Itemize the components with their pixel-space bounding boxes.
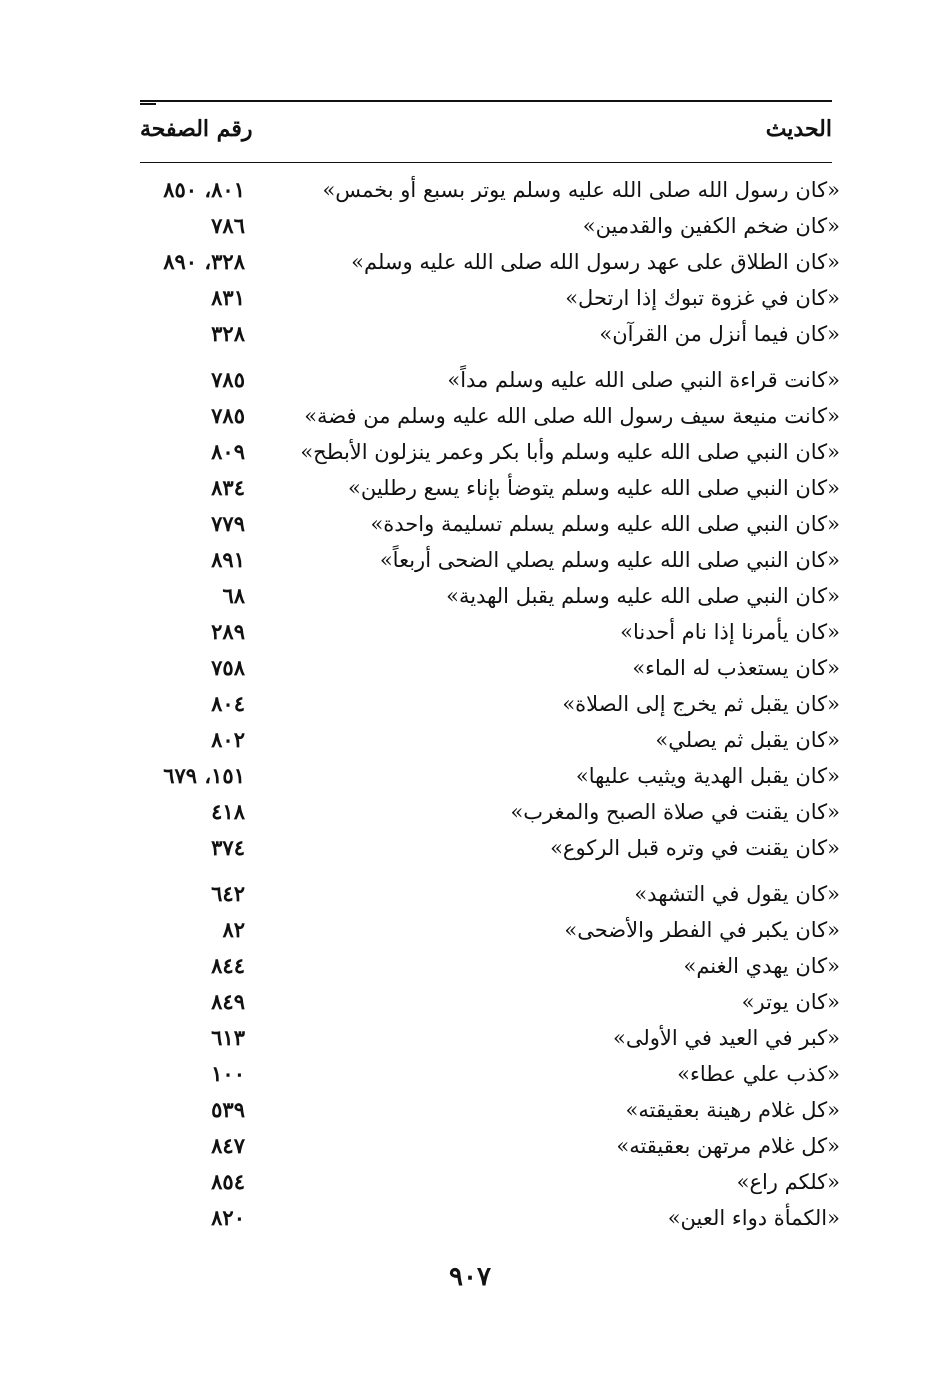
page-references: ٨٤٩ xyxy=(211,989,245,1014)
page-references: ١٥١، ٦٧٩ xyxy=(163,763,245,788)
index-entry xyxy=(140,1094,840,1128)
index-entry xyxy=(140,282,840,316)
hadith-text: «كان يهدي الغنم» xyxy=(683,954,840,978)
hadith-text: «كان الطلاق على عهد رسول الله صلى الله عليه وسلم» xyxy=(351,250,840,274)
hadith-text: «كان يستعذب له الماء» xyxy=(632,656,840,680)
page-number: ٩٠٧ xyxy=(449,1262,491,1292)
page-references: ٢٨٩ xyxy=(211,619,245,644)
index-entry xyxy=(140,616,840,650)
index-entry xyxy=(140,950,840,984)
page-references: ٦٤٢ xyxy=(211,881,245,906)
hadith-text: «كان يقبل ثم يخرج إلى الصلاة» xyxy=(562,692,840,716)
hadith-text: «كان ضخم الكفين والقدمين» xyxy=(582,214,840,238)
top-rule-tick xyxy=(140,103,156,105)
index-entry xyxy=(140,1202,840,1236)
page-references: ٤١٨ xyxy=(211,799,245,824)
hadith-text: «كل غلام رهينة بعقيقته» xyxy=(625,1098,840,1122)
table-header xyxy=(140,112,832,152)
top-rule xyxy=(140,100,832,102)
index-entry xyxy=(140,246,840,280)
hadith-text: «كان يقنت في وتره قبل الركوع» xyxy=(550,836,840,860)
index-entry xyxy=(140,1130,840,1164)
hadith-text: «كبر في العيد في الأولى» xyxy=(613,1026,840,1050)
hadith-text: «كلكم راع» xyxy=(736,1170,840,1194)
header-rule xyxy=(140,162,832,163)
hadith-text: «كان يقبل ثم يصلي» xyxy=(655,728,840,752)
page-references: ٧٨٥ xyxy=(211,367,245,392)
page-references: ٨٠٩ xyxy=(211,439,245,464)
hadith-text: «الكمأة دواء العين» xyxy=(667,1206,840,1230)
page-references: ٨٥٤ xyxy=(211,1169,245,1194)
page-references: ٣٢٨، ٨٩٠ xyxy=(163,249,245,274)
page-references: ٦١٣ xyxy=(211,1025,245,1050)
hadith-text: «كان يكبر في الفطر والأضحى» xyxy=(564,918,840,942)
hadith-text: «كان في غزوة تبوك إذا ارتحل» xyxy=(565,286,840,310)
index-entry xyxy=(140,986,840,1020)
hadith-text: «كان النبي صلى الله عليه وسلم يصلي الضحى أربعاً» xyxy=(379,548,840,572)
page-references: ٨٩١ xyxy=(211,547,245,572)
index-entry xyxy=(140,760,840,794)
index-entry xyxy=(140,318,840,352)
hadith-text: «كان فيما أنزل من القرآن» xyxy=(599,322,840,346)
index-entry xyxy=(140,364,840,398)
page-references: ٣٧٤ xyxy=(211,835,245,860)
page-references: ٨٠٤ xyxy=(211,691,245,716)
index-entry xyxy=(140,544,840,578)
hadith-text: «كان النبي صلى الله عليه وسلم وأبا بكر وعمر ينزلون الأبطح» xyxy=(300,440,840,464)
page-references: ٧٨٥ xyxy=(211,403,245,428)
page-references: ٧٥٨ xyxy=(211,655,245,680)
index-entry xyxy=(140,796,840,830)
page-references: ٦٨ xyxy=(222,583,245,608)
hadith-text: «كان يقبل الهدية ويثيب عليها» xyxy=(575,764,840,788)
page-references: ٥٣٩ xyxy=(211,1097,245,1122)
hadith-text: «كذب علي عطاء» xyxy=(677,1062,840,1086)
page-references: ٨٢٠ xyxy=(211,1205,245,1230)
hadith-text: «كان يقنت في صلاة الصبح والمغرب» xyxy=(510,800,840,824)
index-entry xyxy=(140,832,840,866)
index-entry xyxy=(140,580,840,614)
hadith-text: «كان النبي صلى الله عليه وسلم يسلم تسليمة واحدة» xyxy=(370,512,840,536)
page-references: ٨٣١ xyxy=(211,285,245,310)
hadith-text: «كان النبي صلى الله عليه وسلم يتوضأ بإناء يسع رطلين» xyxy=(348,476,840,500)
hadith-column-header: الحديث xyxy=(765,116,832,142)
page-references: ٨٢ xyxy=(222,917,245,942)
index-entry xyxy=(140,914,840,948)
page-references: ٨٠٢ xyxy=(211,727,245,752)
index-entry xyxy=(140,1058,840,1092)
index-entry xyxy=(140,400,840,434)
page-references: ١٠٠ xyxy=(211,1061,245,1086)
page-references: ٨٤٧ xyxy=(211,1133,245,1158)
hadith-text: «كان رسول الله صلى الله عليه وسلم يوتر بسبع أو بخمس» xyxy=(322,178,840,202)
page-number-column-header: رقم الصفحة xyxy=(140,116,253,142)
hadith-text: «كان يأمرنا إذا نام أحدنا» xyxy=(620,620,840,644)
hadith-text: «كان النبي صلى الله عليه وسلم يقبل الهدية» xyxy=(446,584,840,608)
index-entry xyxy=(140,652,840,686)
page-references: ٨٠١، ٨٥٠ xyxy=(163,177,245,202)
index-entry xyxy=(140,436,840,470)
hadith-text: «كانت منيعة سيف رسول الله صلى الله عليه وسلم من فضة» xyxy=(304,404,840,428)
page-references: ٧٨٦ xyxy=(211,213,245,238)
index-entry xyxy=(140,688,840,722)
index-entry xyxy=(140,508,840,542)
index-entry xyxy=(140,174,840,208)
hadith-text: «كانت قراءة النبي صلى الله عليه وسلم مداً» xyxy=(447,368,840,392)
index-entry xyxy=(140,878,840,912)
page-references: ٣٢٨ xyxy=(211,321,245,346)
hadith-text: «كان يقول في التشهد» xyxy=(634,882,840,906)
page-references: ٨٣٤ xyxy=(211,475,245,500)
page-references: ٧٧٩ xyxy=(211,511,245,536)
index-entry xyxy=(140,210,840,244)
hadith-text: «كان يوتر» xyxy=(741,990,840,1014)
index-entry xyxy=(140,1166,840,1200)
index-entry xyxy=(140,472,840,506)
index-entry xyxy=(140,1022,840,1056)
index-entry xyxy=(140,724,840,758)
page-references: ٨٤٤ xyxy=(211,953,245,978)
hadith-text: «كل غلام مرتهن بعقيقته» xyxy=(616,1134,840,1158)
